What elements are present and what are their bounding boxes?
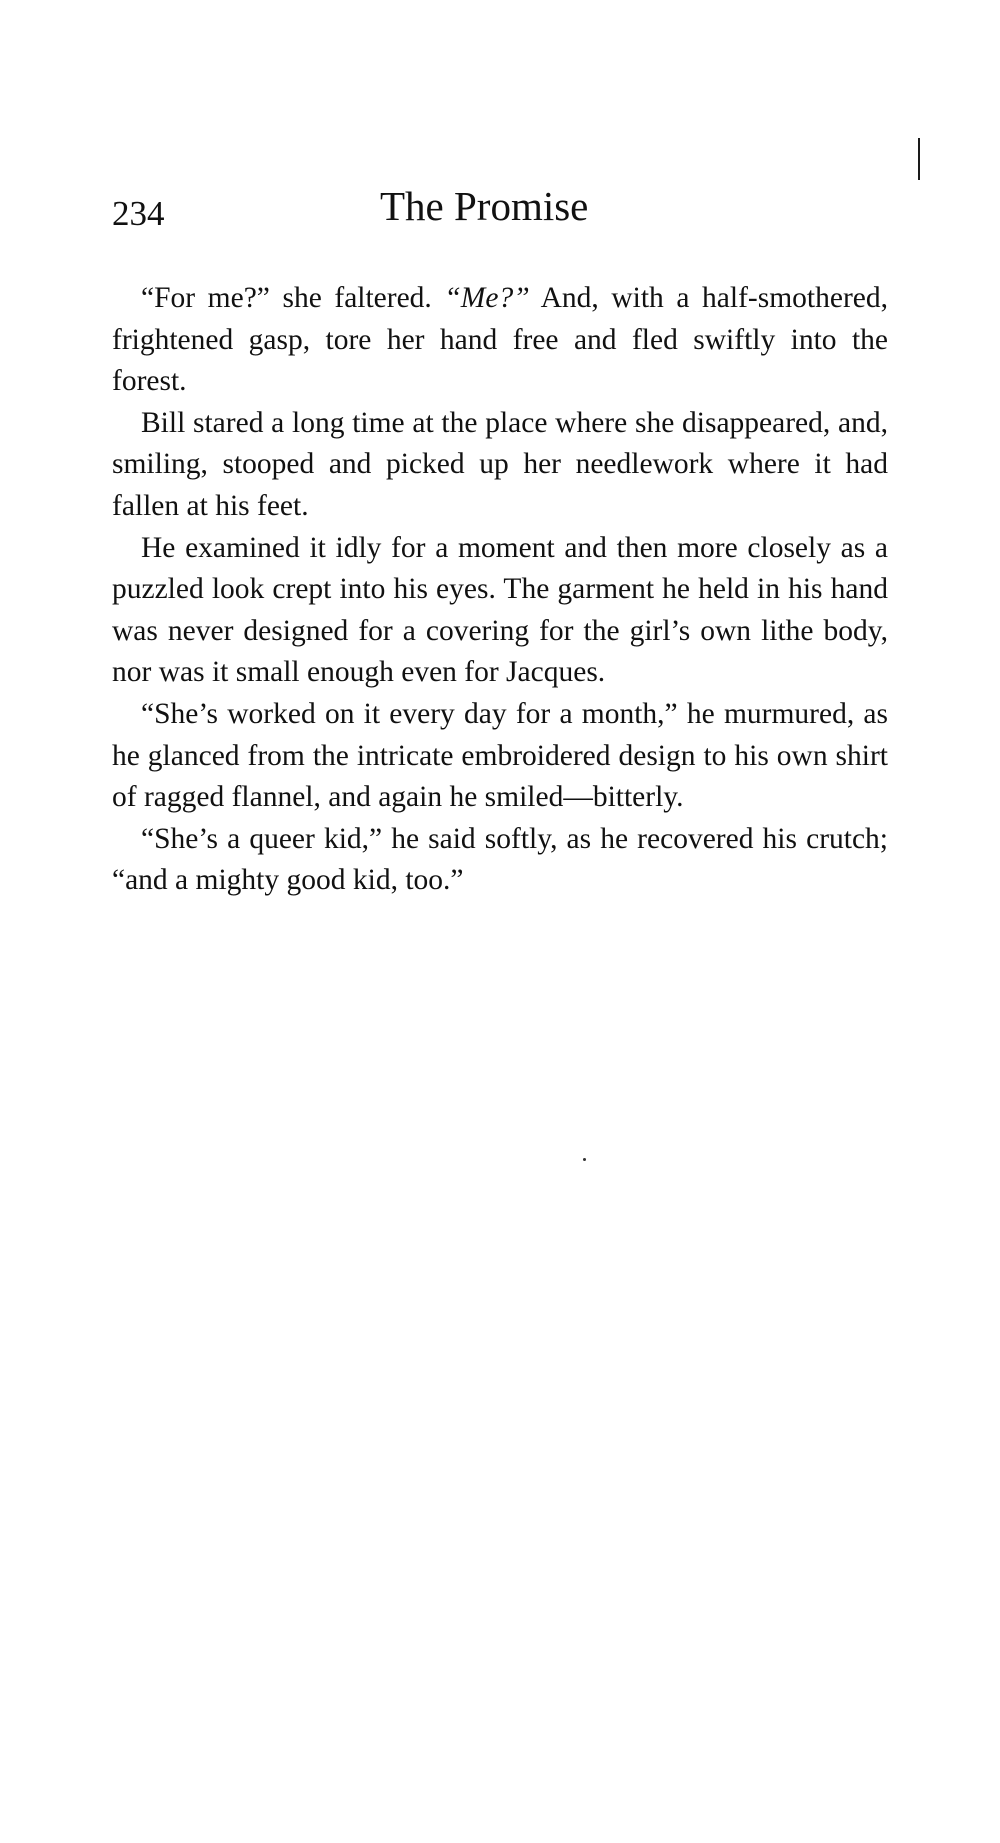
- running-title: The Promise: [380, 183, 589, 229]
- paragraph-1-after: And, with a half-smothered, frightened gasp, tore her hand free and fled swiftly into the forest.: [112, 282, 888, 398]
- paragraph-3: He examined it idly for a moment and then more closely as a puzzled look crept into his eyes. The garment he held in his hand was never designed for a covering for the girl’s own lithe body, nor was it small enough even for Jacques.: [112, 531, 888, 689]
- paragraph-4: “She’s worked on it every day for a month,” he murmured, as he glanced from the intricate embroidered design to his own shirt of ragged flannel, and again he smiled—bitterly.: [112, 697, 888, 814]
- paragraph-1-before: “For me?” she faltered.: [141, 282, 445, 314]
- paragraph-5: “She’s a queer kid,” he said softly, as he recovered his crutch; “and a mighty good kid, too.”: [112, 822, 888, 897]
- paragraph-1-italic: “Me?”: [444, 282, 530, 314]
- scan-artifact-mark: [918, 138, 920, 180]
- paragraph-2: Bill stared a long time at the place where she disappeared, and, smiling, stooped and picked up her needlework where it had fallen at his feet.: [112, 406, 888, 522]
- body-text: [112, 278, 888, 902]
- page-header: [112, 182, 892, 242]
- page-number: 234: [112, 194, 165, 233]
- paragraph-1: [112, 278, 888, 403]
- scan-speck: [583, 1158, 586, 1161]
